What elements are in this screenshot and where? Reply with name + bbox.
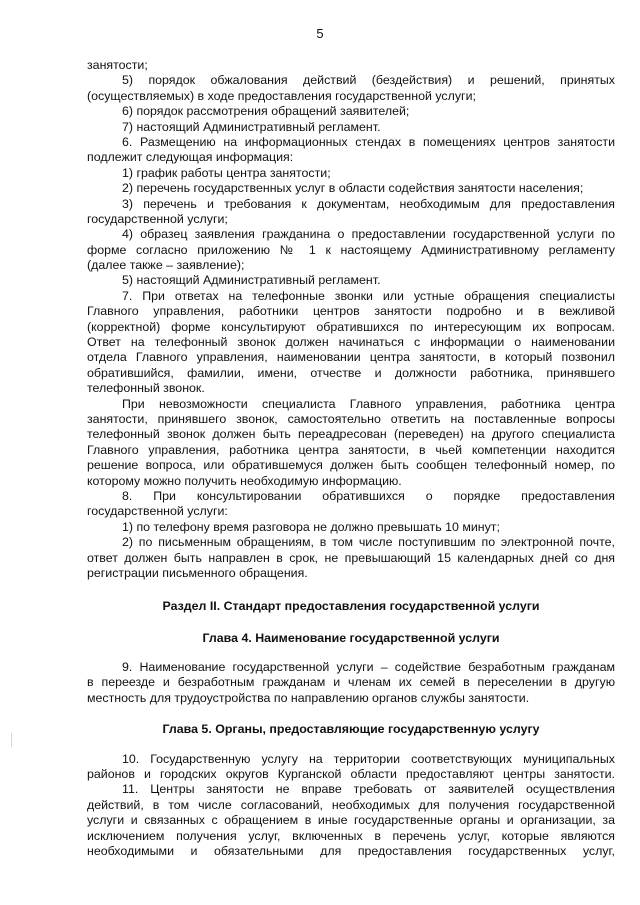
text-line: государственной услуги; [87,211,228,226]
list-item: 1) график работы центра занятости; [122,165,331,180]
paragraph-start: При невозможности специалиста Главного управления, работника центра [122,396,615,411]
text-line: занятости; [87,58,148,72]
text-line: действий, в том числе согласований, необходимых для получения государственной [87,797,615,812]
paragraph-start: 8. При консультировании обратившихся о порядке предоставления [122,488,615,503]
text-line: решение вопроса, или обратившемуся должен быть сообщен телефонный номер, по [87,458,615,473]
chapter-heading: Глава 4. Наименование государственной услуги [202,630,500,645]
list-item: 3) перечень и требования к документам, необходимым для предоставления [122,196,615,211]
list-item: 6) порядок рассмотрения обращений заявителей; [122,104,410,119]
scan-mark [11,733,12,747]
text-line: государственной услуги: [87,504,228,519]
paragraph-start: 9. Наименование государственной услуги – содействие безработным гражданам [122,660,615,675]
text-line: ответ должен быть направлен в срок, не превышающий 15 календарных дней со дня [87,550,615,565]
text-line: обратившийся, фамилии, имени, отчестве и должности работника, принявшего [87,365,615,380]
paragraph-start: 6. Размещению на информационных стендах в помещениях центров занятости [122,134,615,149]
text-line: подлежит следующая информация: [87,150,294,165]
list-item: 5) порядок обжалования действий (бездействия) и решений, принятых [122,73,615,88]
text-line: Главного управления, работники центров занятости подробно и в вежливой [87,304,615,319]
text-line: которому можно получить необходимую информацию. [87,473,402,488]
text-line: (корректной) форме консультируют обратившихся по интересующим их вопросам. [87,319,615,334]
list-item: 4) образец заявления гражданина о предоставлении государственной услуги по [122,227,615,242]
text-line: форме согласно приложению № 1 к настоящему Административному регламенту [87,242,615,257]
text-line: районов и городских округов Курганской области предоставляют центры занятости. [87,767,615,782]
paragraph-start: 10. Государственную услугу на территории соответствующих муниципальных [122,751,615,766]
text-line: исключением получения услуг, включенных в перечень услуг, которые являются [87,828,615,843]
list-item: 1) по телефону время разговора не должно превышать 10 минут; [122,519,500,534]
list-item: 2) по письменным обращениям, в том числе поступившим по электронной почте, [122,535,615,550]
text-line: в переезде и безработным гражданам и членам их семей в переселении в другую [87,675,615,690]
text-line: (далее также – заявление); [87,258,245,273]
list-item: 2) перечень государственных услуг в области содействия занятости населения; [122,181,584,196]
text-line: Главного управления, работника центра занятости, в чьей компетенции находится [87,442,615,457]
chapter-heading: Глава 5. Органы, предоставляющие государственную услугу [162,722,540,737]
text-line: (осуществляемых) в ходе предоставления государственной услуги; [87,88,476,103]
page-number: 5 [316,26,324,41]
text-line: телефонный звонок должен быть переадресован (переведен) на другого специалиста [87,427,615,442]
list-item: 7) настоящий Административный регламент. [122,119,381,134]
text-line: регистрации письменного обращения. [87,565,308,580]
section-heading: Раздел II. Стандарт предоставления государственной услуги [162,599,540,614]
text-line: местность для трудоустройства по направлению органов службы занятости. [87,690,530,705]
text-line: телефонный звонок. [87,381,205,396]
text-line: Ответ на телефонный звонок должен начинаться с информации о наименовании [87,335,615,350]
text-line: необходимыми и обязательными для предоставления государственных услуг, [87,843,615,858]
text-line: занятости, принявшего звонок, самостоятельно ответить на поставленные вопросы [87,411,615,426]
paragraph-start: 11. Центры занятости не вправе требовать от заявителей осуществления [122,782,615,797]
list-item: 5) настоящий Административный регламент. [122,273,381,288]
document-body [87,58,615,859]
text-line: услуги и связанных с обращением в иные государственные органы и организации, за [87,813,615,828]
paragraph-start: 7. При ответах на телефонные звонки или устные обращения специалисты [122,288,615,303]
text-line: отдела Главного управления, наименовании центра занятости, в который позвонил [87,350,615,365]
